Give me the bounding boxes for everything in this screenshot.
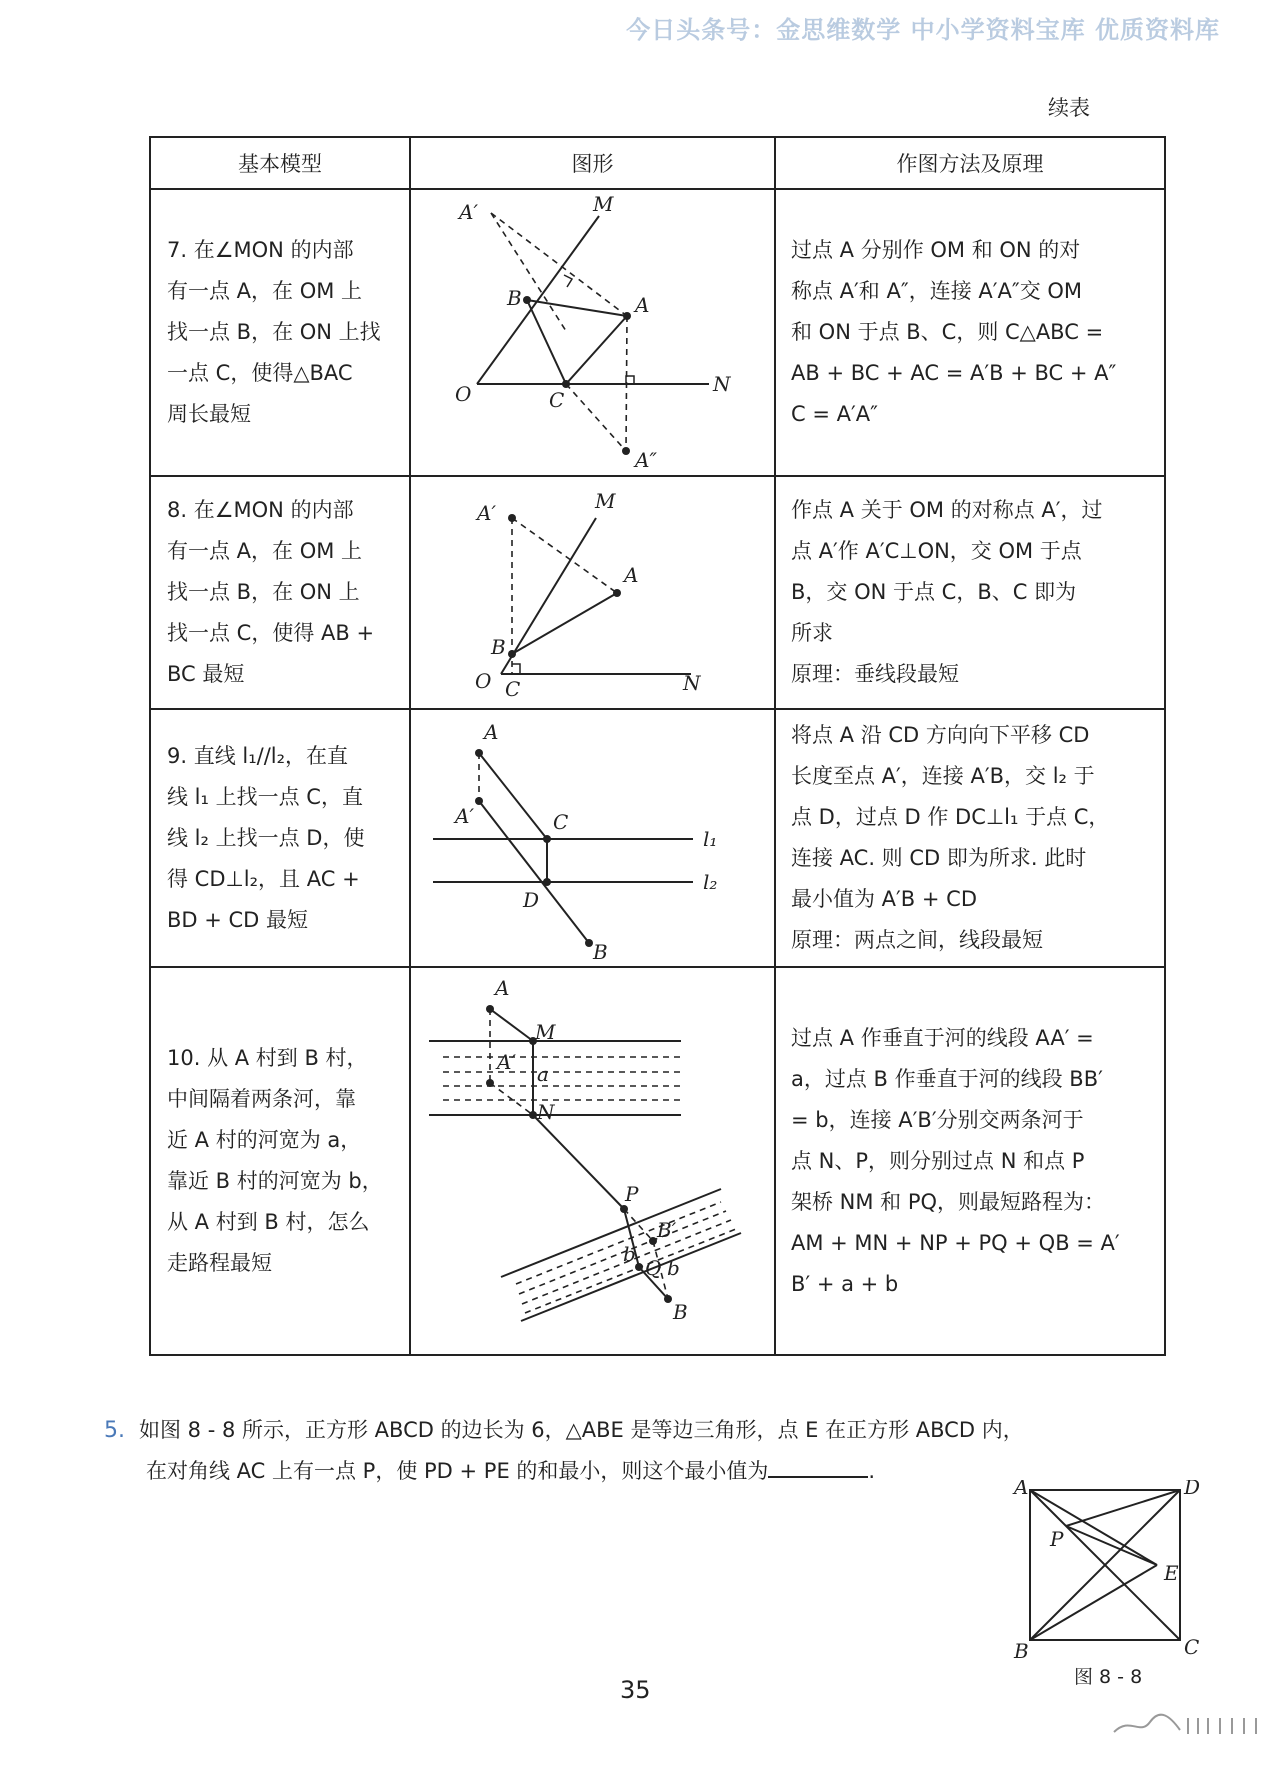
ray-om <box>477 216 599 384</box>
label-o: O <box>455 382 472 406</box>
label-a: A <box>484 720 499 744</box>
text-line: 近 A 村的河宽为 a， <box>167 1128 362 1152</box>
label-a: A <box>635 293 650 317</box>
segment-a-prime-n <box>490 1083 533 1115</box>
problem-text-end: . <box>868 1459 876 1483</box>
point-b <box>508 650 516 658</box>
label-a-prime: A′ <box>459 200 478 224</box>
model-cell <box>150 476 410 709</box>
segment-ac <box>566 316 627 384</box>
label-l1: l₁ <box>703 827 718 851</box>
label-p: P <box>625 1182 639 1206</box>
text-line: C = A′A″ <box>791 402 878 426</box>
text-line: B，交 ON 于点 C，B、C 即为 <box>791 580 1077 604</box>
text-line: 有一点 A，在 OM 上 <box>167 279 363 303</box>
text-line: = b，连接 A′B′分别交两条河于 <box>791 1107 1084 1132</box>
column-header-method: 作图方法及原理 <box>775 137 1165 189</box>
point-a-prime <box>508 514 516 522</box>
label-d: D <box>523 888 540 912</box>
figure-cell <box>410 189 775 476</box>
text-line: 找一点 B，在 ON 上找 <box>167 320 381 344</box>
point-a-double-prime <box>622 447 630 455</box>
point-q <box>635 1263 643 1271</box>
figure-9-diagram <box>411 711 772 965</box>
segment-ab <box>527 300 627 316</box>
text-line: AM + MN + NP + PQ + QB = A′ <box>791 1230 1120 1255</box>
model-cell <box>150 967 410 1355</box>
text-line: 所求 <box>791 621 833 645</box>
problem-line <box>104 1410 1234 1451</box>
method-cell <box>775 189 1165 476</box>
point-p <box>620 1205 628 1213</box>
geometry-models-table <box>149 136 1166 1356</box>
text-line: 10. 从 A 村到 B 村， <box>167 1046 368 1070</box>
label-b-width: b <box>667 1256 680 1280</box>
text-line: 点 D，过点 D 作 DC⊥l₁ 于点 C， <box>791 805 1110 829</box>
label-a: A <box>1014 1480 1029 1499</box>
text-line: 找一点 C，使得 AB + <box>167 621 375 645</box>
label-a: A <box>624 563 639 587</box>
label-b: B <box>593 940 608 964</box>
table-row <box>150 189 1165 476</box>
text-line: 和 ON 于点 B、C，则 C△ABC = <box>791 320 1104 344</box>
column-header-figure: 图形 <box>410 137 775 189</box>
point-d <box>543 878 551 886</box>
segment-ac <box>479 753 547 839</box>
label-n: N <box>713 372 731 396</box>
method-cell <box>775 967 1165 1355</box>
line-a-prime-a <box>512 518 617 593</box>
table-header-row <box>150 137 1165 189</box>
point-a-prime <box>475 797 483 805</box>
text-line: 走路程最短 <box>167 1251 272 1275</box>
text-line: 点 N、P，则分别过点 N 和点 P <box>791 1148 1085 1173</box>
label-a-prime: A′ <box>497 1050 516 1074</box>
text-line: 称点 A′和 A″，连接 A′A″交 OM <box>791 279 1083 303</box>
label-e: E <box>1164 1561 1179 1585</box>
text-line: BD + CD 最短 <box>167 907 309 932</box>
label-o: O <box>475 669 492 693</box>
figure-caption: 图 8 - 8 <box>1074 1666 1143 1688</box>
figure-cell <box>410 709 775 967</box>
river-bank <box>501 1189 721 1277</box>
text-line: 原理：垂线段最短 <box>791 662 959 686</box>
table-row <box>150 709 1165 967</box>
point-a-prime <box>486 1079 494 1087</box>
text-line: 中间隔着两条河，靠 <box>167 1087 356 1111</box>
text-line: 从 A 村到 B 村，怎么 <box>167 1210 370 1234</box>
model-cell <box>150 189 410 476</box>
text-line: AB + BC + AC = A′B + BC + A″ <box>791 361 1117 385</box>
text-line: BC 最短 <box>167 662 245 686</box>
label-b: B <box>491 635 506 659</box>
text-line: 点 A′作 A′C⊥ON，交 OM 于点 <box>791 539 1082 563</box>
point-b <box>664 1295 672 1303</box>
text-line: 9. 直线 l₁//l₂，在直 <box>167 743 349 768</box>
watermark-text: 今日头条号：金思维数学 中小学资料宝库 优质资料库 <box>626 16 1220 44</box>
line-c-a-double-prime <box>566 384 626 451</box>
point-n <box>529 1111 537 1119</box>
label-m: M <box>595 489 616 513</box>
text-line: 7. 在∠MON 的内部 <box>167 238 354 262</box>
label-n: N <box>537 1100 555 1124</box>
label-b: B <box>1014 1639 1029 1660</box>
point-c <box>543 835 551 843</box>
handwritten-signature <box>1110 1712 1270 1738</box>
label-m: M <box>593 192 614 216</box>
text-line: 将点 A 沿 CD 方向向下平移 CD <box>791 723 1090 747</box>
point-a <box>475 749 483 757</box>
label-a: A <box>495 976 510 1000</box>
column-header-model: 基本模型 <box>150 137 410 189</box>
segment-np <box>533 1115 624 1209</box>
label-c: C <box>505 677 521 701</box>
label-p: P <box>1050 1527 1064 1551</box>
figure-10-diagram <box>411 969 772 1353</box>
point-a <box>623 312 631 320</box>
label-n: N <box>683 671 701 695</box>
label-a-prime: A′ <box>477 501 496 525</box>
point-a <box>613 589 621 597</box>
answer-blank[interactable] <box>768 1456 868 1478</box>
text-line: 过点 A 分别作 OM 和 ON 的对 <box>791 238 1081 262</box>
method-cell <box>775 476 1165 709</box>
text-line: 一点 C，使得△BAC <box>167 361 353 385</box>
label-c: C <box>549 388 565 412</box>
label-c: C <box>553 810 569 834</box>
point-b <box>523 296 531 304</box>
text-line: 原理：两点之间，线段最短 <box>791 928 1043 952</box>
continued-table-label: 续表 <box>1048 96 1090 120</box>
figure-cell <box>410 476 775 709</box>
table-row <box>150 967 1165 1355</box>
label-b-prime: B′ <box>657 1218 677 1242</box>
text-line: 线 l₂ 上找一点 D，使 <box>167 825 365 850</box>
point-a <box>486 1005 494 1013</box>
text-line: B′ + a + b <box>791 1271 899 1296</box>
label-b: B <box>673 1300 688 1324</box>
text-line: 连接 AC. 则 CD 即为所求. 此时 <box>791 846 1087 870</box>
label-b: B <box>507 286 522 310</box>
segment-am <box>490 1009 533 1041</box>
label-a-prime: A′ <box>455 804 474 828</box>
text-line: 找一点 B，在 ON 上 <box>167 580 360 604</box>
label-b-width: b <box>623 1242 636 1266</box>
text-line: 靠近 B 村的河宽为 b， <box>167 1169 383 1193</box>
label-c: C <box>1184 1635 1200 1659</box>
point-b <box>585 939 593 947</box>
text-line: 过点 A 作垂直于河的线段 AA′ = <box>791 1025 1094 1050</box>
problem-text-line2: 在对角线 AC 上有一点 P，使 PD + PE 的和最小，则这个最小值为 <box>146 1459 769 1483</box>
ray-om <box>501 518 596 674</box>
label-a: a <box>537 1062 549 1086</box>
model-cell <box>150 709 410 967</box>
text-line: 长度至点 A′，连接 A′B，交 l₂ 于 <box>791 764 1095 788</box>
text-line: 线 l₁ 上找一点 C，直 <box>167 784 363 809</box>
label-d: D <box>1184 1480 1201 1499</box>
problem-number: 5. <box>104 1418 125 1443</box>
figure-8-8-diagram <box>1010 1480 1210 1660</box>
figure-cell <box>410 967 775 1355</box>
label-m: M <box>535 1020 556 1044</box>
label-q: Q <box>645 1256 662 1280</box>
segment-bc <box>527 300 566 384</box>
segment-ab <box>512 593 617 654</box>
text-line: 得 CD⊥l₂，且 AC + <box>167 866 360 891</box>
point-b-prime <box>649 1237 657 1245</box>
text-line: 8. 在∠MON 的内部 <box>167 498 354 522</box>
right-angle-mark <box>564 275 572 287</box>
right-angle-mark <box>512 664 520 674</box>
label-a-double-prime: A″ <box>635 448 657 472</box>
point-c <box>562 380 570 388</box>
figure-8-diagram <box>411 478 772 707</box>
text-line: 架桥 NM 和 PQ，则最短路程为： <box>791 1189 1106 1214</box>
method-cell <box>775 709 1165 967</box>
table-row <box>150 476 1165 709</box>
river-water <box>516 1202 721 1284</box>
page-number: 35 <box>620 1676 651 1704</box>
label-l2: l₂ <box>703 870 718 894</box>
text-line: 周长最短 <box>167 402 251 426</box>
text-line: a，过点 B 作垂直于河的线段 BB′ <box>791 1066 1103 1091</box>
text-line: 有一点 A，在 OM 上 <box>167 539 363 563</box>
figure-7-diagram <box>411 191 772 474</box>
problem-text-line1: 如图 8 - 8 所示，正方形 ABCD 的边长为 6，△ABE 是等边三角形，点 E 在正方形 ABCD 内， <box>139 1418 1024 1442</box>
text-line: 最小值为 A′B + CD <box>791 887 977 911</box>
text-line: 作点 A 关于 OM 的对称点 A′，过 <box>791 498 1103 522</box>
